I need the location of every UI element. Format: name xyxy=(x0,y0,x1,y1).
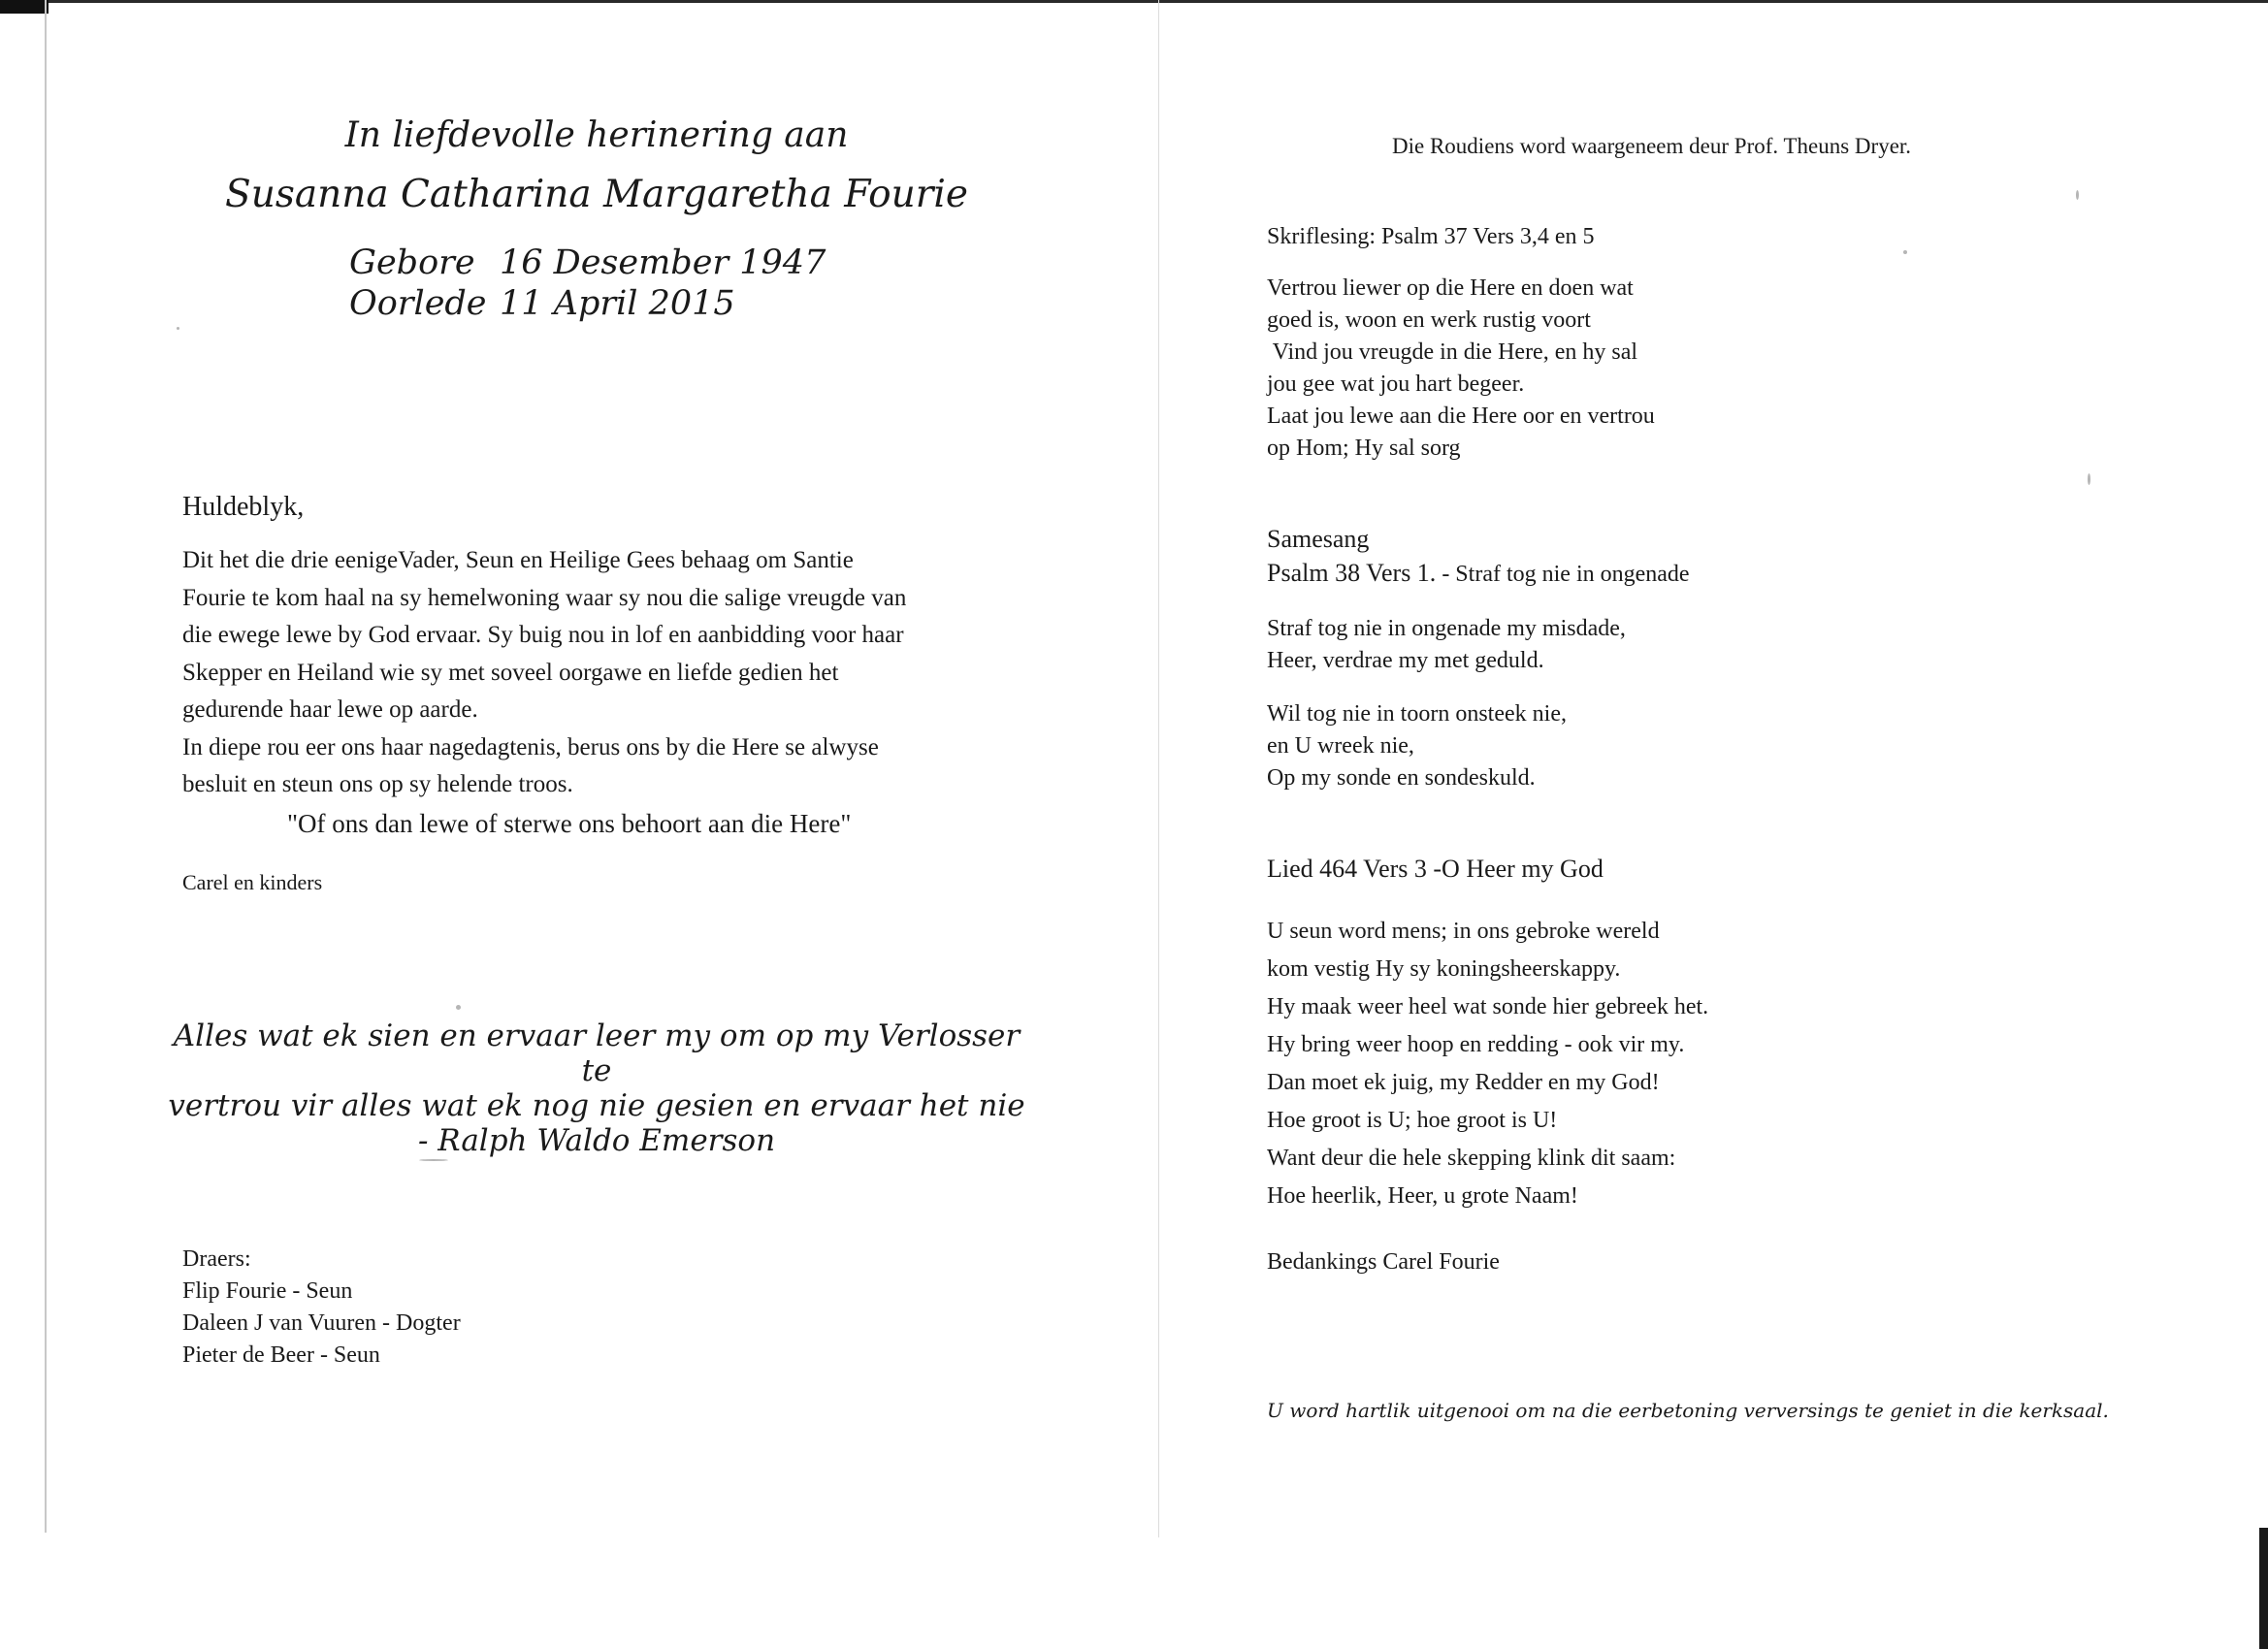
scripture-section xyxy=(1267,221,2140,465)
lied-line: Hy bring weer hoop en redding - ook vir my. xyxy=(1267,1032,1685,1057)
dust-speck xyxy=(419,1159,448,1161)
samesang-section xyxy=(1267,522,2140,794)
born-label: Gebore xyxy=(349,243,475,282)
samesang-label: Samesang xyxy=(1267,525,1370,553)
psalm-subtitle: - Straf tog nie in ongenade xyxy=(1436,562,1690,587)
tribute-line: Skepper en Heiland wie sy met soveel oorgawe en liefde gedien het xyxy=(182,659,839,686)
pallbearer-item: Daleen J van Vuuren - Dogter xyxy=(182,1310,461,1336)
refreshments-invitation: U word hartlik uitgenooi om na die eerbetoning verversings te geniet in die kerksaal. xyxy=(1267,1399,2109,1422)
died-row xyxy=(349,283,826,324)
psalm-title xyxy=(1267,556,2140,592)
scripture-line: op Hom; Hy sal sorg xyxy=(1267,436,1461,461)
thanks-line: Bedankings Carel Fourie xyxy=(1267,1249,1500,1275)
emerson-line: vertrou vir alles wat ek nog nie gesien en ervaar het nie xyxy=(168,1088,1025,1123)
pallbearers xyxy=(182,1244,461,1372)
pallbearer-item: Flip Fourie - Seun xyxy=(182,1278,353,1304)
life-dates xyxy=(349,242,826,324)
hymn-line: en U wreek nie, xyxy=(1267,733,1414,759)
tribute-line: Fourie te kom haal na sy hemelwoning waar sy nou die salige vreugde van xyxy=(182,584,907,611)
emerson-attribution: - Ralph Waldo Emerson xyxy=(417,1123,776,1158)
scan-left-edge xyxy=(45,0,47,1533)
dedication-line: In liefdevolle herinering aan xyxy=(344,115,849,155)
died-value: 11 April 2015 xyxy=(500,284,735,323)
scan-corner-mark xyxy=(0,0,49,14)
died-label: Oorlede xyxy=(349,284,487,323)
dedication-block xyxy=(165,109,1028,227)
scan-top-edge xyxy=(0,0,2268,3)
born-value: 16 Desember 1947 xyxy=(500,243,826,282)
tribute-line: Dit het die drie eenigeVader, Seun en Heilige Gees behaag om Santie xyxy=(182,547,854,573)
officiant-line: Die Roudiens word waargeneem deur Prof. Theuns Dryer. xyxy=(1392,134,1912,158)
page-fold-line xyxy=(1158,0,1159,1537)
lied-line: Want deur die hele skepping klink dit saam: xyxy=(1267,1146,1676,1171)
tribute-line: die ewege lewe by God ervaar. Sy buig nou in lof en aanbidding voor haar xyxy=(182,622,904,648)
tribute-line: besluit en steun ons op sy helende troos. xyxy=(182,771,573,797)
emerson-quote xyxy=(155,1018,1038,1158)
scripture-line: Laat jou lewe aan die Here oor en vertrou xyxy=(1267,404,1655,429)
scripture-line: goed is, woon en werk rustig voort xyxy=(1267,307,1591,333)
born-row xyxy=(349,242,826,283)
lied-line: kom vestig Hy sy koningsheerskappy. xyxy=(1267,956,1621,982)
dust-speck xyxy=(456,1005,461,1010)
pallbearers-heading: Draers: xyxy=(182,1246,251,1272)
pallbearer-item: Pieter de Beer - Seun xyxy=(182,1342,380,1368)
deceased-name: Susanna Catharina Margaretha Fourie xyxy=(225,173,968,216)
tribute-body xyxy=(182,542,1017,804)
lied-line: U seun word mens; in ons gebroke wereld xyxy=(1267,919,1660,944)
dust-speck xyxy=(2088,473,2090,485)
scan-right-edge xyxy=(2259,1528,2268,1649)
tribute-section xyxy=(182,492,1017,895)
tribute-heading: Huldeblyk, xyxy=(182,492,305,522)
scripture-label: Skriflesing: Psalm 37 Vers 3,4 en 5 xyxy=(1267,224,1595,249)
scripture-line: Vertrou liewer op die Here en doen wat xyxy=(1267,275,1634,301)
lied-section xyxy=(1267,852,2140,1278)
tribute-signature: Carel en kinders xyxy=(182,869,323,894)
lied-line: Hoe heerlik, Heer, u grote Naam! xyxy=(1267,1183,1578,1209)
hymn-line: Op my sonde en sondeskuld. xyxy=(1267,765,1536,791)
scripture-line: Vind jou vreugde in die Here, en hy sal xyxy=(1267,340,1638,365)
psalm-number: Psalm 38 Vers 1. xyxy=(1267,559,1437,587)
emerson-line: Alles wat ek sien en ervaar leer my om op my Verlosser te xyxy=(173,1018,1021,1088)
lied-line: Dan moet ek juig, my Redder en my God! xyxy=(1267,1070,1660,1095)
tribute-quote: "Of ons dan lewe of sterwe ons behoort aan die Here" xyxy=(287,808,852,838)
scripture-line: jou gee wat jou hart begeer. xyxy=(1267,372,1525,397)
lied-line: Hoe groot is U; hoe groot is U! xyxy=(1267,1108,1558,1133)
lied-line: Hy maak weer heel wat sonde hier gebreek het. xyxy=(1267,994,1709,1019)
tribute-line: In diepe rou eer ons haar nagedagtenis, berus ons by die Here se alwyse xyxy=(182,733,879,760)
tribute-line: gedurende haar lewe op aarde. xyxy=(182,696,478,723)
hymn-line: Heer, verdrae my met geduld. xyxy=(1267,648,1544,673)
hymn-line: Straf tog nie in ongenade my misdade, xyxy=(1267,616,1626,641)
dust-speck xyxy=(2076,190,2079,200)
lied-title: Lied 464 Vers 3 -O Heer my God xyxy=(1267,855,1604,883)
hymn-line: Wil tog nie in toorn onsteek nie, xyxy=(1267,701,1567,727)
dust-speck xyxy=(177,327,179,330)
